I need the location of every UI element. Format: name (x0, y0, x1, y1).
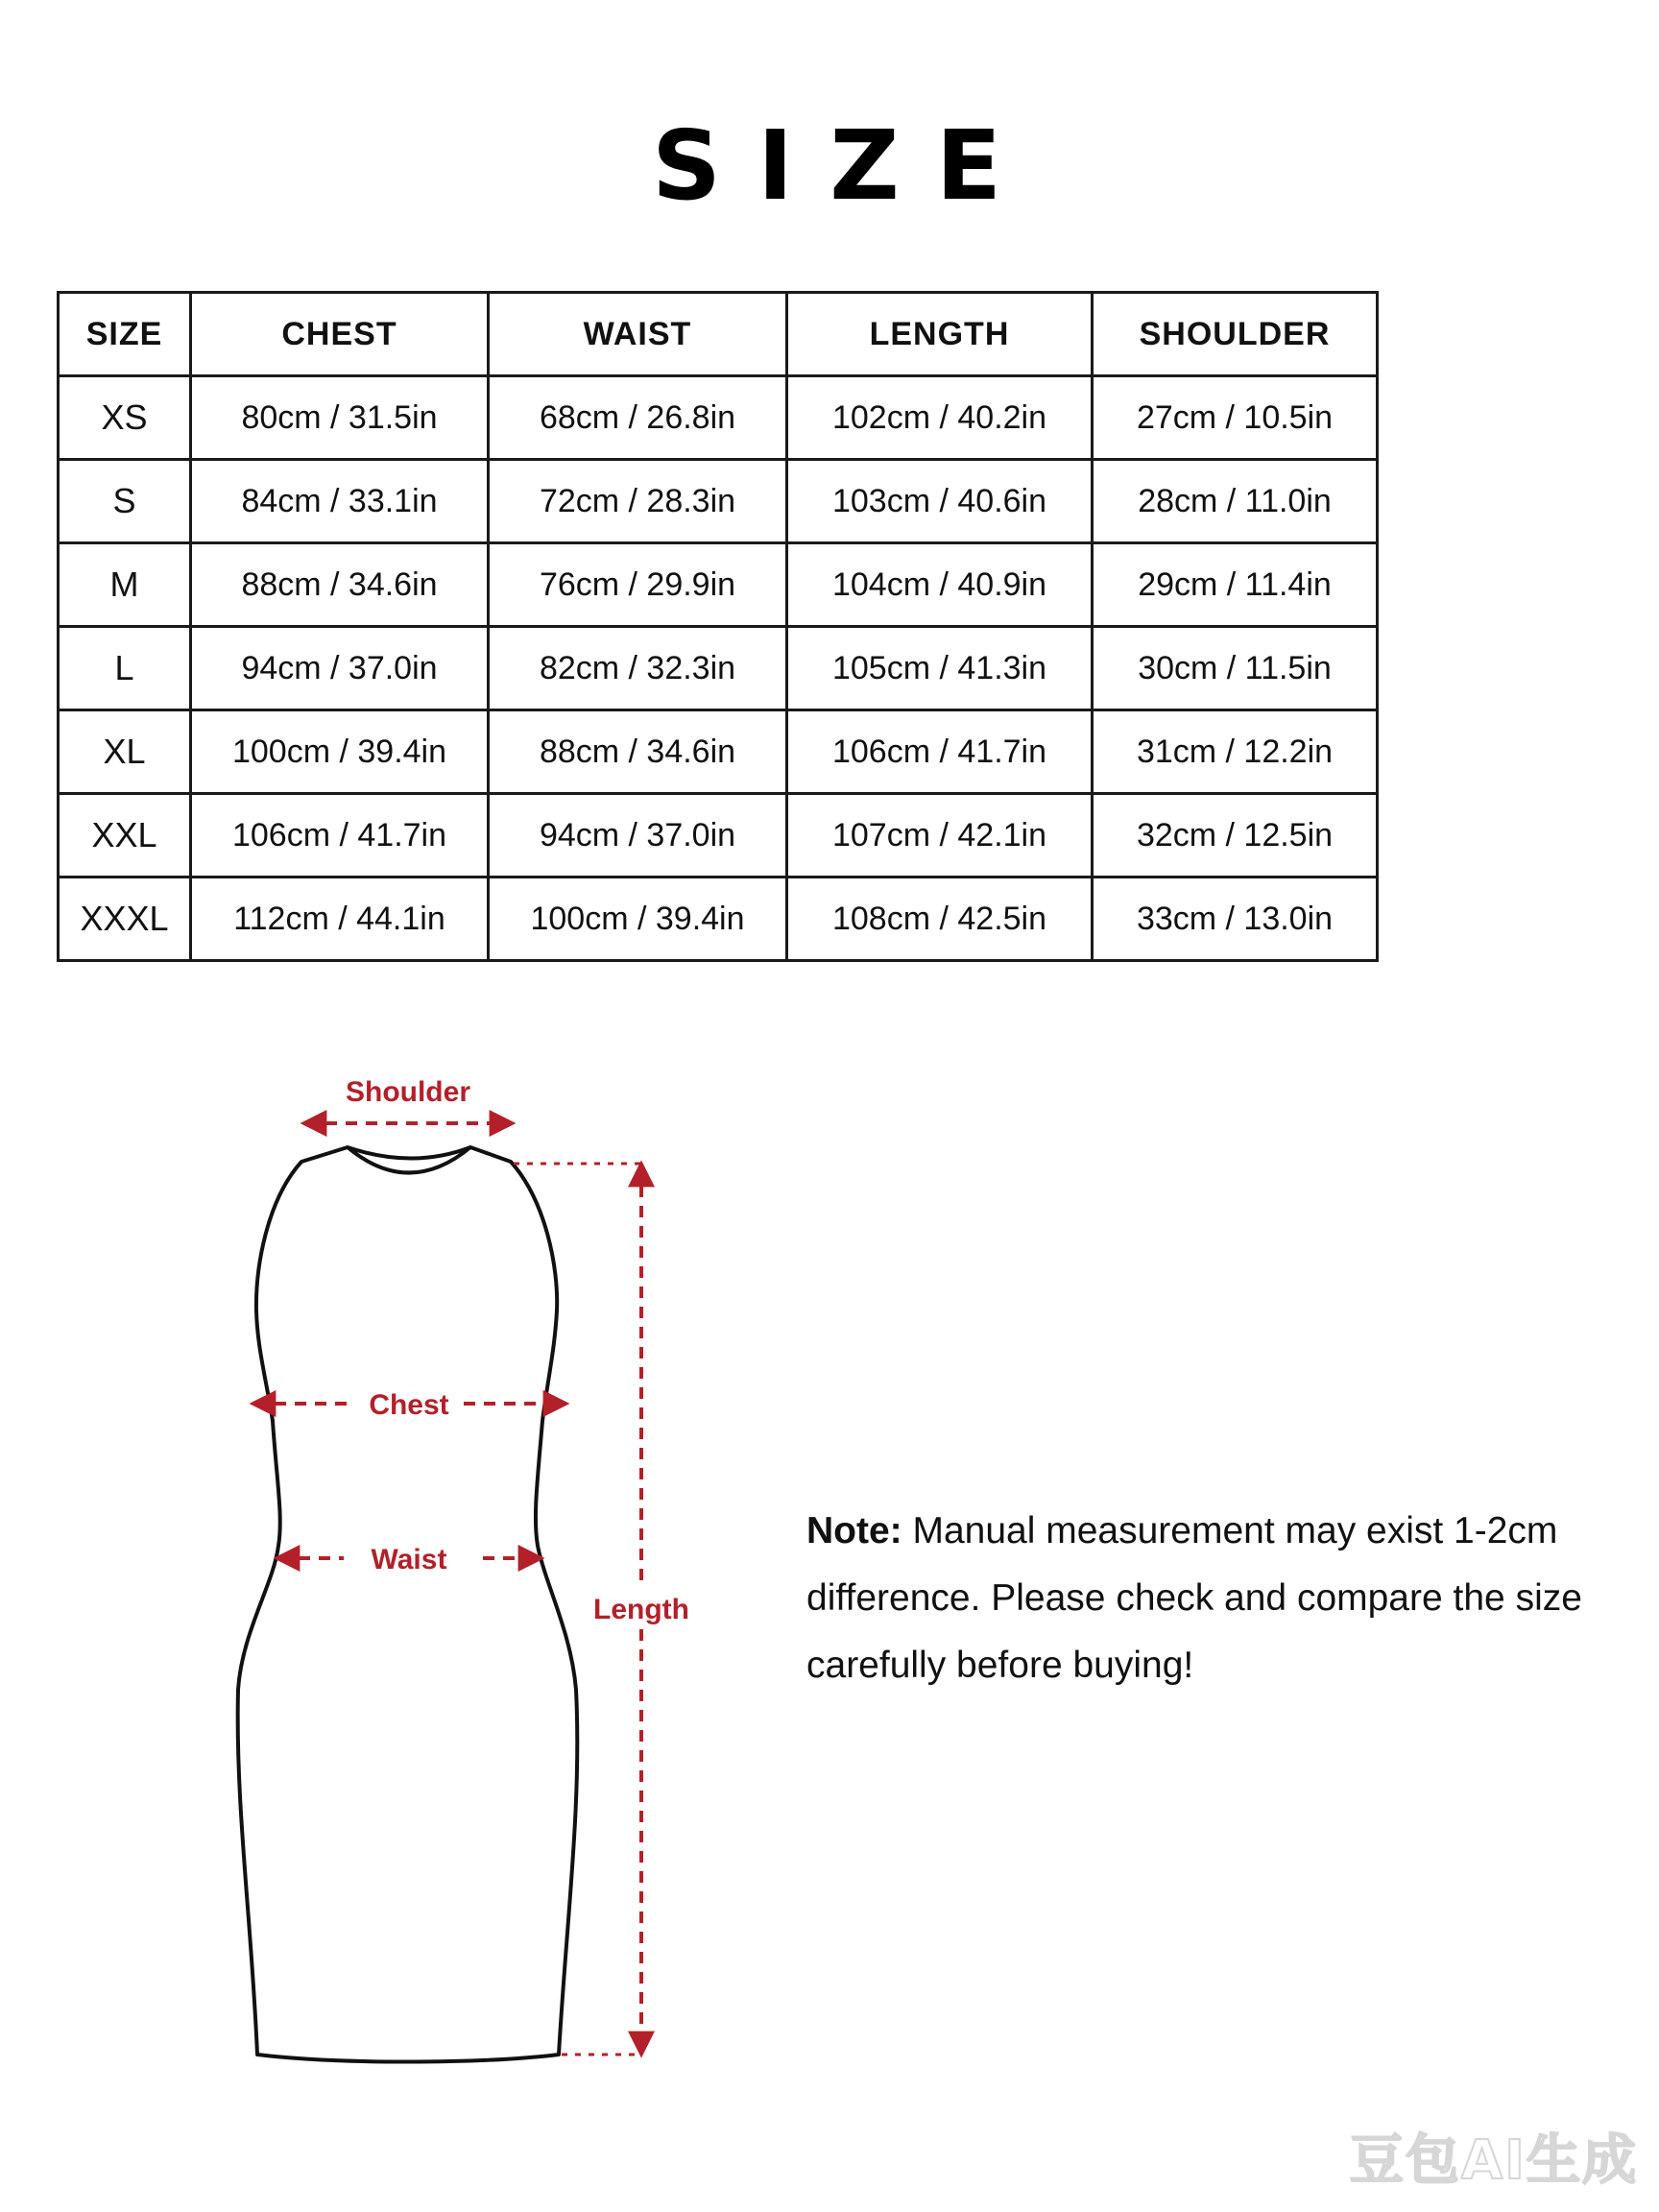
chest-label: Chest (369, 1389, 449, 1421)
length-cell: 108cm / 42.5in (787, 878, 1093, 961)
size-cell: L (59, 627, 191, 710)
length-cell: 104cm / 40.9in (787, 543, 1093, 627)
size-cell: XS (59, 376, 191, 460)
length-cell: 102cm / 40.2in (787, 376, 1093, 460)
length-cell: 107cm / 42.1in (787, 794, 1093, 878)
shoulder-label: Shoulder (345, 1076, 471, 1108)
waist-cell: 68cm / 26.8in (489, 376, 787, 460)
note-text: Manual measurement may exist 1-2cm difference. Please check and compare the size carefully before buying! (806, 1510, 1582, 1686)
watermark: 豆包AI生成 (1349, 2129, 1638, 2192)
chest-cell: 94cm / 37.0in (191, 627, 489, 710)
dress-outline (238, 1147, 578, 2062)
header-length: LENGTH (787, 293, 1093, 376)
header-size: SIZE (59, 293, 191, 376)
shoulder-cell: 30cm / 11.5in (1093, 627, 1378, 710)
size-cell: M (59, 543, 191, 627)
shoulder-cell: 27cm / 10.5in (1093, 376, 1378, 460)
waist-cell: 100cm / 39.4in (489, 878, 787, 961)
note-label: Note: (806, 1510, 902, 1551)
shoulder-cell: 29cm / 11.4in (1093, 543, 1378, 627)
shoulder-cell: 31cm / 12.2in (1093, 710, 1378, 794)
waist-cell: 76cm / 29.9in (489, 543, 787, 627)
header-shoulder: SHOULDER (1093, 293, 1378, 376)
waist-cell: 72cm / 28.3in (489, 460, 787, 543)
length-label: Length (593, 1594, 689, 1625)
chest-cell: 88cm / 34.6in (191, 543, 489, 627)
chest-cell: 80cm / 31.5in (191, 376, 489, 460)
waist-cell: 88cm / 34.6in (489, 710, 787, 794)
waist-cell: 94cm / 37.0in (489, 794, 787, 878)
measurement-note (806, 1498, 1632, 1699)
size-cell: XL (59, 710, 191, 794)
shoulder-cell: 32cm / 12.5in (1093, 794, 1378, 878)
chest-cell: 112cm / 44.1in (191, 878, 489, 961)
shoulder-cell: 28cm / 11.0in (1093, 460, 1378, 543)
header-waist: WAIST (489, 293, 787, 376)
chest-cell: 100cm / 39.4in (191, 710, 489, 794)
size-cell: S (59, 460, 191, 543)
chest-cell: 84cm / 33.1in (191, 460, 489, 543)
waist-label: Waist (371, 1544, 447, 1575)
length-cell: 103cm / 40.6in (787, 460, 1093, 543)
chest-cell: 106cm / 41.7in (191, 794, 489, 878)
size-cell: XXL (59, 794, 191, 878)
page-title: SIZE (651, 109, 1039, 222)
header-chest: CHEST (191, 293, 489, 376)
waist-cell: 82cm / 32.3in (489, 627, 787, 710)
length-cell: 106cm / 41.7in (787, 710, 1093, 794)
shoulder-cell: 33cm / 13.0in (1093, 878, 1378, 961)
length-cell: 105cm / 41.3in (787, 627, 1093, 710)
size-cell: XXXL (59, 878, 191, 961)
